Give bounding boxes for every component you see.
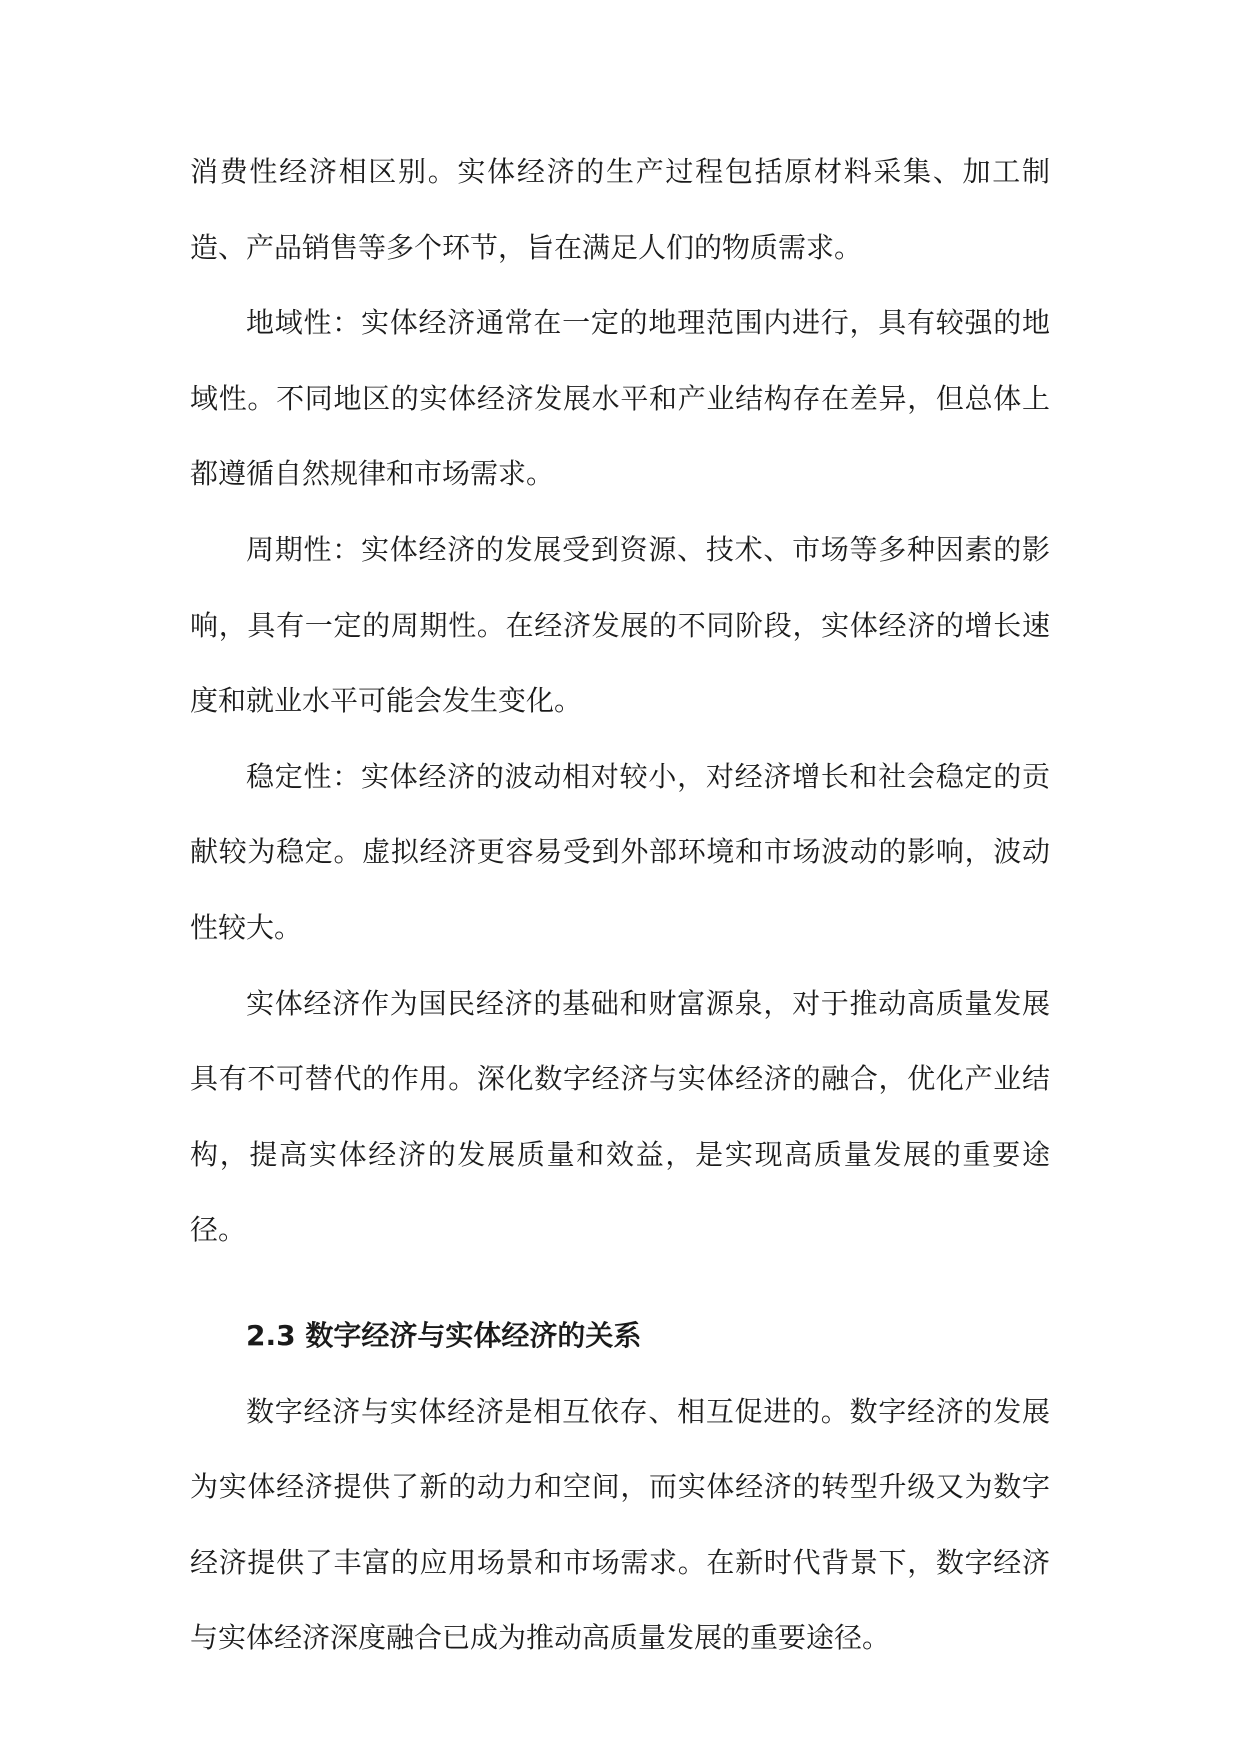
paragraph-stability: 稳定性：实体经济的波动相对较小，对经济增长和社会稳定的贡献较为稳定。虚拟经济更容易受到外部环境和市场波动的影响，波动性较大。: [190, 759, 1050, 944]
paragraph-relationship: 数字经济与实体经济是相互依存、相互促进的。数字经济的发展为实体经济提供了新的动力和空间，而实体经济的转型升级又为数字经济提供了丰富的应用场景和市场需求。在新时代背景下，数字经济与实体经济深度融合已成为推动高质量发展的重要途径。: [190, 1394, 1050, 1655]
paragraph-continuation: 消费性经济相区别。实体经济的生产过程包括原材料采集、加工制造、产品销售等多个环节，旨在满足人们的物质需求。: [190, 155, 1050, 264]
paragraph-regionality: 地域性：实体经济通常在一定的地理范围内进行，具有较强的地域性。不同地区的实体经济发展水平和产业结构存在差异，但总体上都遵循自然规律和市场需求。: [190, 306, 1050, 491]
paragraph-cyclicality: 周期性：实体经济的发展受到资源、技术、市场等多种因素的影响，具有一定的周期性。在经济发展的不同阶段，实体经济的增长速度和就业水平可能会发生变化。: [190, 532, 1050, 718]
paragraph-summary: 实体经济作为国民经济的基础和财富源泉，对于推动高质量发展具有不可替代的作用。深化数字经济与实体经济的融合，优化产业结构，提高实体经济的发展质量和效益，是实现高质量发展的重要途径。: [190, 986, 1050, 1247]
section-gap: [190, 1268, 1050, 1298]
section-heading: 2.3 数字经济与实体经济的关系: [246, 1318, 642, 1352]
document-body: [190, 134, 1050, 1676]
